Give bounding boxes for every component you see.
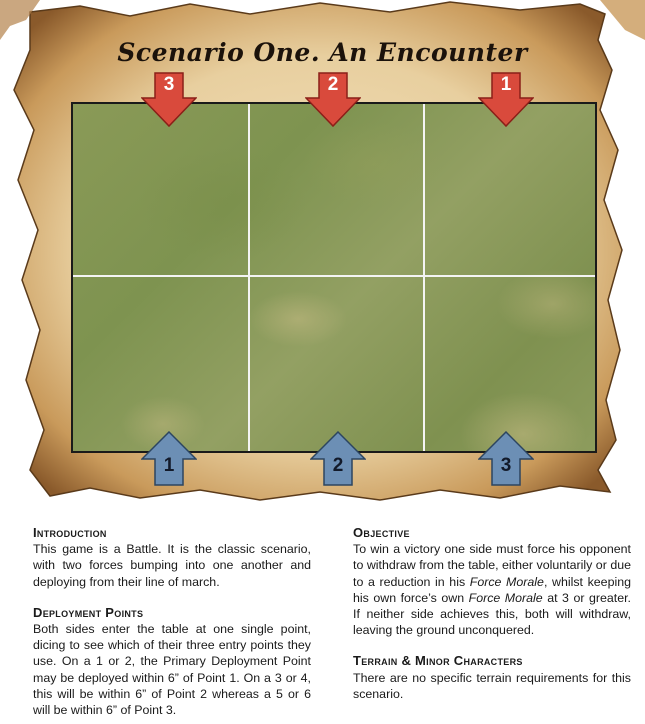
introduction-text: This game is a Battle. It is the classic scenario, with two forces bumping into one another and deploying from their line of march. bbox=[33, 542, 311, 589]
arrow-number: 3 bbox=[500, 455, 512, 476]
objective-text-part: at 3 or greater. If neither side achieves this, both will withdraw, leaving the ground unconquered. bbox=[353, 590, 631, 638]
force-morale-term: Force Morale bbox=[469, 574, 544, 589]
grid-line bbox=[248, 104, 250, 451]
arrow-number: 1 bbox=[163, 455, 175, 476]
grid-line bbox=[73, 275, 595, 277]
introduction-heading: Introduction bbox=[33, 525, 107, 540]
table-map bbox=[71, 102, 597, 453]
terrain-text: There are no specific terrain requirements for this scenario. bbox=[353, 670, 631, 701]
arrow-number: 3 bbox=[163, 74, 175, 95]
scenario-title: Scenario One. An Encounter bbox=[117, 38, 528, 67]
objective-text bbox=[353, 541, 631, 638]
objective-text-part: To win a victory one side must force his opponent to withdraw from the table, either voluntarily or due to a reduction in his bbox=[353, 542, 631, 589]
arrow-number: 2 bbox=[327, 74, 339, 95]
force-morale-term: Force Morale bbox=[468, 590, 543, 605]
grid-line bbox=[423, 104, 425, 451]
arrow-number: 2 bbox=[332, 455, 344, 476]
left-column bbox=[33, 525, 311, 724]
deployment-text: Both sides enter the table at one single point, dicing to see which of their three entry points they use. On a 1 or 2, the Primary Deployment Point may be deployed within 6” of Point 1. On a 3 or 4, this will be within 6” of Point 2 whereas a 5 or 6 will be within 6” of Point 3. bbox=[33, 622, 311, 718]
entry-arrow-top-right bbox=[478, 72, 534, 128]
entry-arrow-top-left bbox=[141, 72, 197, 128]
terrain-heading: Terrain & Minor Characters bbox=[353, 653, 523, 669]
arrow-number: 1 bbox=[500, 74, 512, 95]
entry-arrow-bottom-left bbox=[141, 431, 197, 487]
entry-arrow-top-center bbox=[305, 72, 361, 128]
entry-arrow-bottom-right bbox=[478, 431, 534, 487]
objective-text-part: , whilst keeping his own force’s own bbox=[353, 574, 631, 605]
deployment-heading: Deployment Points bbox=[33, 604, 144, 620]
right-column bbox=[353, 525, 631, 717]
entry-arrow-bottom-center bbox=[310, 431, 366, 487]
objective-heading: Objective bbox=[353, 525, 410, 540]
